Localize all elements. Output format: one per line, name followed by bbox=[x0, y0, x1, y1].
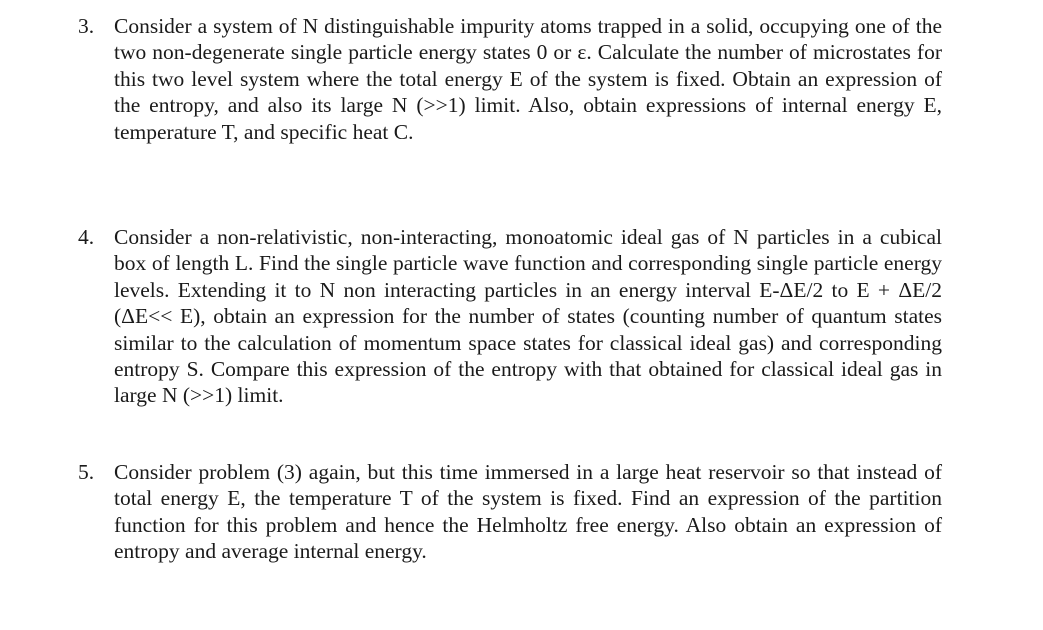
problem-5 bbox=[78, 459, 942, 565]
problem-number: 3. bbox=[78, 14, 95, 38]
problem-number: 4. bbox=[78, 225, 95, 249]
problem-text: Consider a system of N distinguishable impurity atoms trapped in a solid, occupying one of the two non-degenerate single particle energy states 0 or ε. Calculate the number of microstates for this two level system where the total energy E of the system is fixed. Obtain an expression of the entropy, and also its large N (>>1) limit. Also, obtain expressions of internal energy E, temperature T, and specific heat C. bbox=[114, 14, 942, 144]
problem-4 bbox=[78, 224, 942, 409]
problem-text: Consider a non-relativistic, non-interacting, monoatomic ideal gas of N particles in a cubical box of length L. Find the single particle wave function and corresponding single particle energy levels. Extending it to N non interacting particles in an energy interval E-ΔE/2 to E + ΔE/2 (ΔE<< E), obtain an expression for the number of states (counting number of quantum states similar to the calculation of momentum space states for classical ideal gas) and corresponding entropy S. Compare this expression of the entropy with that obtained for classical ideal gas in large N (>>1) limit. bbox=[114, 225, 942, 408]
problem-number: 5. bbox=[78, 460, 95, 484]
problem-3 bbox=[78, 13, 942, 145]
problem-text: Consider problem (3) again, but this time immersed in a large heat reservoir so that instead of total energy E, the temperature T of the system is fixed. Find an expression of the partition function for this problem and hence the Helmholtz free energy. Also obtain an expression of entropy and average internal energy. bbox=[114, 460, 942, 564]
